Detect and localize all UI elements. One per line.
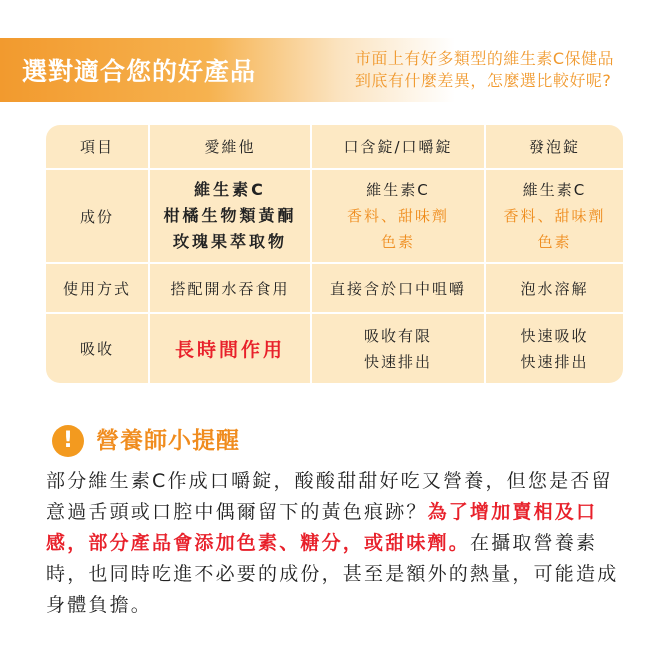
table-row-ingredients bbox=[46, 169, 623, 263]
banner-title: 選對適合您的好產品 bbox=[22, 57, 257, 86]
ingredient-line: 維生素C bbox=[194, 180, 266, 199]
cell-effervescent-absorption bbox=[485, 313, 623, 383]
ingredient-additive-line: 色素 bbox=[537, 233, 572, 251]
banner-subtitle-line: 到底有什麼差異，怎麼選比較好呢? bbox=[354, 71, 612, 90]
cell-effervescent-usage: 泡水溶解 bbox=[485, 263, 623, 313]
tip-text: 部分維生素C作成口嚼錠，酸酸甜甜好吃又營養，但您是否留意過舌頭或口腔中偶爾留下的黃色痕跡？ bbox=[46, 470, 613, 523]
comparison-table bbox=[46, 125, 623, 383]
tip-highlight-text: 為了增加賣相及口感，部分產品會添加色素、糖分，或甜味劑。 bbox=[46, 501, 598, 554]
absorption-line: 快速排出 bbox=[363, 352, 432, 371]
header-aivita: 愛維他 bbox=[149, 125, 311, 169]
ingredient-additive-line: 色素 bbox=[380, 233, 415, 251]
absorption-line: 快速排出 bbox=[520, 352, 589, 371]
cell-aivita-absorption bbox=[149, 313, 311, 383]
row-label-usage: 使用方式 bbox=[46, 263, 149, 313]
cell-lozenge-usage: 直接含於口中咀嚼 bbox=[311, 263, 485, 313]
ingredient-line: 柑橘生物類黃酮 bbox=[163, 206, 297, 225]
row-label-ingredients: 成份 bbox=[46, 169, 149, 263]
ingredient-additive-line: 香料、甜味劑 bbox=[346, 207, 449, 225]
cell-lozenge-absorption bbox=[311, 313, 485, 383]
table-header-row bbox=[46, 125, 623, 169]
header-lozenge: 口含錠/口嚼錠 bbox=[311, 125, 485, 169]
cell-effervescent-ingredients bbox=[485, 169, 623, 263]
ingredient-line: 玫瑰果萃取物 bbox=[172, 232, 287, 251]
header-effervescent: 發泡錠 bbox=[485, 125, 623, 169]
cell-lozenge-ingredients bbox=[311, 169, 485, 263]
absorption-line: 吸收有限 bbox=[363, 326, 432, 345]
cell-aivita-ingredients bbox=[149, 169, 311, 263]
absorption-line: 快速吸收 bbox=[520, 326, 589, 345]
table-row-absorption bbox=[46, 313, 623, 383]
tip-paragraph bbox=[46, 466, 621, 621]
long-acting-highlight: 長時間作用 bbox=[174, 339, 285, 361]
ingredient-line: 維生素C bbox=[522, 181, 587, 199]
row-label-absorption: 吸收 bbox=[46, 313, 149, 383]
header-banner bbox=[0, 38, 650, 102]
tip-text: 在攝取營養素時，也同時吃進不必要的成份，甚至是額外的熱量，可能造成身體負擔。 bbox=[46, 532, 619, 616]
ingredient-additive-line: 香料、甜味劑 bbox=[503, 207, 606, 225]
table-row-usage bbox=[46, 263, 623, 313]
exclamation-icon: ! bbox=[52, 425, 84, 457]
ingredient-line: 維生素C bbox=[366, 181, 430, 199]
header-item: 項目 bbox=[46, 125, 149, 169]
banner-subtitle-line: 市面上有好多類型的維生素C保健品 bbox=[354, 49, 614, 68]
tip-title: 營養師小提醒 bbox=[96, 428, 240, 454]
cell-aivita-usage: 搭配開水吞食用 bbox=[149, 263, 311, 313]
banner-subtitle bbox=[355, 48, 614, 92]
